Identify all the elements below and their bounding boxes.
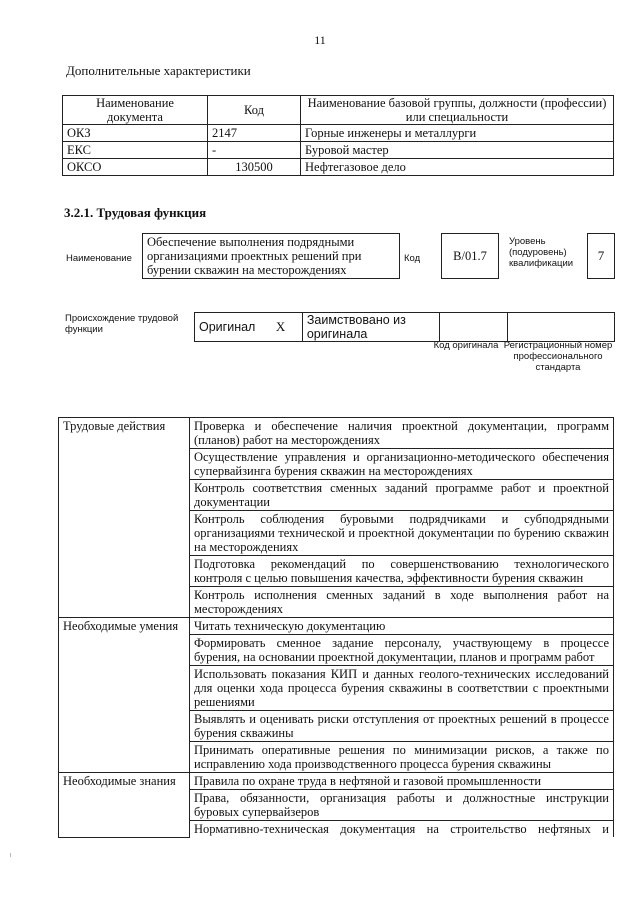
table-row: [59, 418, 614, 449]
list-item: Контроль исполнения сменных заданий в ходе выполнения работ на месторождениях: [190, 587, 614, 618]
row-document: ЕКС: [63, 142, 208, 159]
list-item: Использовать показания КИП и данных геолого-технических исследований для оценки хода процесса бурения скважины в соответствии с проектными решениями: [190, 666, 614, 711]
function-name-box: Обеспечение выполнения подрядными организациями проектных решений при бурении скважин на месторождениях: [142, 233, 400, 279]
row-code: -: [208, 142, 301, 159]
row-code: 2147: [208, 125, 301, 142]
list-item: Права, обязанности, организация работы и должностные инструкции буровых супервайзеров: [190, 790, 614, 821]
list-item: Нормативно-техническая документация на строительство нефтяных и: [190, 821, 614, 838]
header-document: Наименование документа: [63, 96, 208, 125]
list-item: Правила по охране труда в нефтяной и газовой промышленности: [190, 773, 614, 790]
additional-characteristics-table: [62, 95, 614, 176]
list-item: Проверка и обеспечение наличия проектной документации, программ (планов) работ на месторождениях: [190, 418, 614, 449]
list-item: Принимать оперативные решения по минимизации рисков, а также по исправлению хода производственного процесса бурения скважины: [190, 742, 614, 773]
row-code: 130500: [208, 159, 301, 176]
function-name-label: Наименование: [66, 253, 132, 264]
function-origin-label: Происхождение трудовой функции: [65, 313, 179, 335]
list-item: Контроль соблюдения буровыми подрядчиками и субподрядными организациями технической и проектной документации по бурению скважин на месторождениях: [190, 511, 614, 556]
table-row: [63, 159, 614, 176]
table-row: [63, 125, 614, 142]
list-item: Выявлять и оценивать риски отступления от проектных решений в процессе бурения скважины: [190, 711, 614, 742]
list-item: Формировать сменное задание персоналу, участвующему в процессе бурения, на основании проектной документации, планов и программ работ: [190, 635, 614, 666]
row-name: Горные инженеры и металлурги: [301, 125, 614, 142]
original-code-caption: Код оригинала: [433, 340, 499, 351]
origin-row: [195, 313, 615, 342]
category-labor-actions: Трудовые действия: [59, 418, 190, 618]
header-code: Код: [208, 96, 301, 125]
row-name: Нефтегазовое дело: [301, 159, 614, 176]
row-name: Буровой мастер: [301, 142, 614, 159]
qualification-level-box: 7: [587, 233, 615, 279]
page-number: 11: [314, 33, 326, 47]
row-document: ОКЗ: [63, 125, 208, 142]
function-code-label: Код: [404, 253, 421, 264]
origin-table: [194, 312, 615, 342]
scan-mark: [10, 853, 11, 857]
category-required-knowledge: Необходимые знания: [59, 773, 190, 838]
borrowed-label: Заимствовано из оригинала: [302, 313, 439, 342]
registration-number-cell: [507, 313, 614, 342]
category-required-skills: Необходимые умения: [59, 618, 190, 773]
section-title: 3.2.1. Трудовая функция: [64, 205, 207, 220]
original-code-cell: [439, 313, 507, 342]
list-item: Контроль соответствия сменных заданий программе работ и проектной документации: [190, 480, 614, 511]
original-mark: X: [259, 313, 302, 342]
function-code-box: В/01.7: [441, 233, 499, 279]
row-document: ОКСО: [63, 159, 208, 176]
labor-function-table: [58, 417, 614, 838]
table-row: [59, 618, 614, 635]
qualification-level-label: Уровень (подуровень) квалификации: [509, 236, 574, 269]
list-item: Осуществление управления и организационно-методического обеспечения супервайзинга бурения скважин на месторождениях: [190, 449, 614, 480]
table-header-row: [63, 96, 614, 125]
additional-characteristics-title: Дополнительные характеристики: [66, 63, 251, 78]
table-row: [59, 773, 614, 790]
list-item: Читать техническую документацию: [190, 618, 614, 635]
list-item: Подготовка рекомендаций по совершенствованию технологического контроля с целью повышения качества, эффективности бурения скважин: [190, 556, 614, 587]
original-label: Оригинал: [195, 313, 260, 342]
registration-number-caption: Регистрационный номер профессионального стандарта: [503, 340, 613, 373]
table-row: [63, 142, 614, 159]
header-group-name: Наименование базовой группы, должности (профессии) или специальности: [301, 96, 614, 125]
